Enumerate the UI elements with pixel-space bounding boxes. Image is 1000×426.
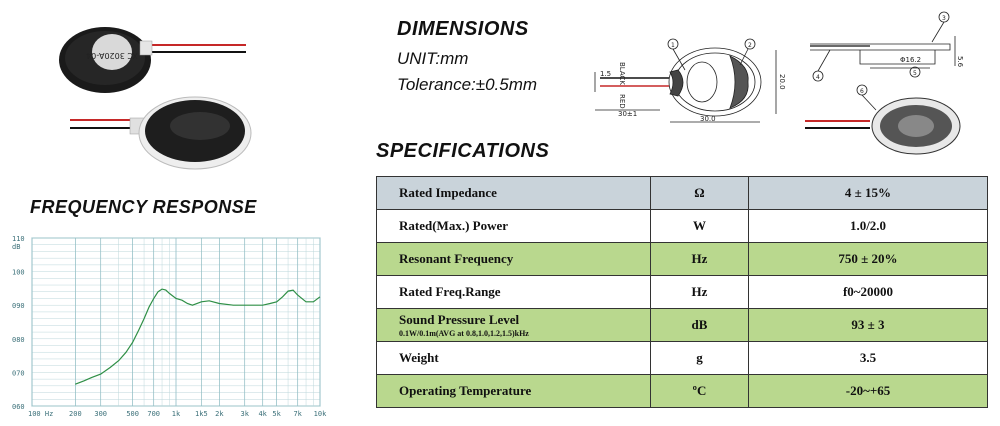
- x-tick-label: 1k5: [195, 410, 208, 418]
- x-tick-label: 2k: [215, 410, 224, 418]
- callout-4: 4: [816, 74, 820, 81]
- x-tick-label: 200: [69, 410, 82, 418]
- spec-unit: Hz: [651, 276, 749, 309]
- y-unit-label: dB: [12, 243, 21, 251]
- spec-value: -20~+65: [749, 375, 988, 408]
- spec-parameter: [377, 177, 651, 210]
- callout-2: 2: [748, 42, 752, 49]
- spec-row: [377, 210, 988, 243]
- callout-5: 5: [913, 70, 917, 77]
- dim-height: 20.0: [778, 74, 786, 90]
- dim-thickness: 5.6: [956, 56, 964, 68]
- spec-unit: Ω: [651, 177, 749, 210]
- y-tick-label: 060: [12, 403, 25, 411]
- dim-width: 30.0: [700, 115, 716, 123]
- spec-row: [377, 342, 988, 375]
- callout-3: 3: [942, 15, 946, 22]
- x-tick-label: 4k: [258, 410, 267, 418]
- spec-parameter: [377, 243, 651, 276]
- spec-unit: dB: [651, 309, 749, 342]
- spec-parameter-name: Weight: [399, 350, 439, 365]
- spec-parameter-name: Rated Freq.Range: [399, 284, 501, 299]
- frequency-response-chart: [6, 228, 328, 420]
- x-tick-label: 700: [147, 410, 161, 418]
- dimensions-heading: DIMENSIONS: [397, 18, 529, 40]
- specifications-heading: SPECIFICATIONS: [376, 140, 550, 162]
- speaker-front-drawing: [805, 98, 960, 154]
- y-tick-label: 070: [12, 369, 25, 378]
- spec-row: [377, 243, 988, 276]
- x-tick-label: 500: [126, 410, 139, 418]
- spec-unit: g: [651, 342, 749, 375]
- spec-unit: Hz: [651, 243, 749, 276]
- x-tick-label: 10k: [313, 410, 327, 418]
- specifications-table: [376, 176, 988, 408]
- y-tick-label: 110: [12, 235, 25, 243]
- spec-parameter-name: Sound Pressure Level: [399, 312, 520, 327]
- spec-parameter-name: Rated Impedance: [399, 185, 497, 200]
- spec-value: 93 ± 3: [749, 309, 988, 342]
- spec-row: [377, 276, 988, 309]
- label-red: RED: [618, 94, 626, 109]
- callout-6: 6: [860, 88, 864, 95]
- spec-value: f0~20000: [749, 276, 988, 309]
- spec-unit: ºC: [651, 375, 749, 408]
- spec-row: [377, 309, 988, 342]
- dim-cable: 30±1: [618, 110, 638, 118]
- callout-1: 1: [671, 42, 675, 49]
- dimension-drawing-top-view: [590, 10, 800, 130]
- y-tick-label: 080: [12, 335, 25, 344]
- dim-lead: 1.5: [600, 70, 612, 78]
- spec-value: 1.0/2.0: [749, 210, 988, 243]
- x-tick-label: 5k: [272, 410, 281, 418]
- x-tick-label: 100 Hz: [28, 410, 54, 418]
- spec-parameter-name: Resonant Frequency: [399, 251, 514, 266]
- spec-parameter-name: Rated(Max.) Power: [399, 218, 509, 233]
- speaker-front-view: [70, 97, 251, 169]
- spec-value: 750 ± 20%: [749, 243, 988, 276]
- spec-parameter-note: 0.1W/0.1m(AVG at 0.8,1.0,1.2,1.5)kHz: [399, 329, 529, 338]
- spec-parameter: [377, 309, 651, 342]
- dim-diameter: Φ16.2: [900, 56, 922, 64]
- spec-parameter-name: Operating Temperature: [399, 383, 532, 398]
- x-tick-label: 1k: [171, 410, 181, 418]
- speaker-back-view: [59, 27, 246, 93]
- spec-parameter: [377, 210, 651, 243]
- spec-value: 4 ± 15%: [749, 177, 988, 210]
- y-tick-label: 100: [12, 268, 25, 277]
- spec-unit: W: [651, 210, 749, 243]
- dimensions-tolerance: Tolerance:±0.5mm: [397, 75, 538, 94]
- x-tick-label: 3k: [240, 410, 249, 418]
- y-tick-label: 090: [12, 302, 25, 311]
- label-black: BLACK: [618, 62, 626, 86]
- speaker-print: XC 3020A-04: [86, 51, 138, 60]
- spec-row: [377, 375, 988, 408]
- spec-row: [377, 177, 988, 210]
- speaker-photo: [50, 0, 290, 190]
- spec-parameter: [377, 375, 651, 408]
- x-tick-label: 7k: [293, 410, 302, 418]
- frequency-response-heading: FREQUENCY RESPONSE: [30, 197, 257, 217]
- spec-parameter: [377, 342, 651, 375]
- dimensions-unit: UNIT:mm: [397, 49, 469, 68]
- x-tick-label: 300: [94, 410, 108, 418]
- spec-parameter: [377, 276, 651, 309]
- spec-value: 3.5: [749, 342, 988, 375]
- dimension-drawing-side-view: [800, 6, 970, 156]
